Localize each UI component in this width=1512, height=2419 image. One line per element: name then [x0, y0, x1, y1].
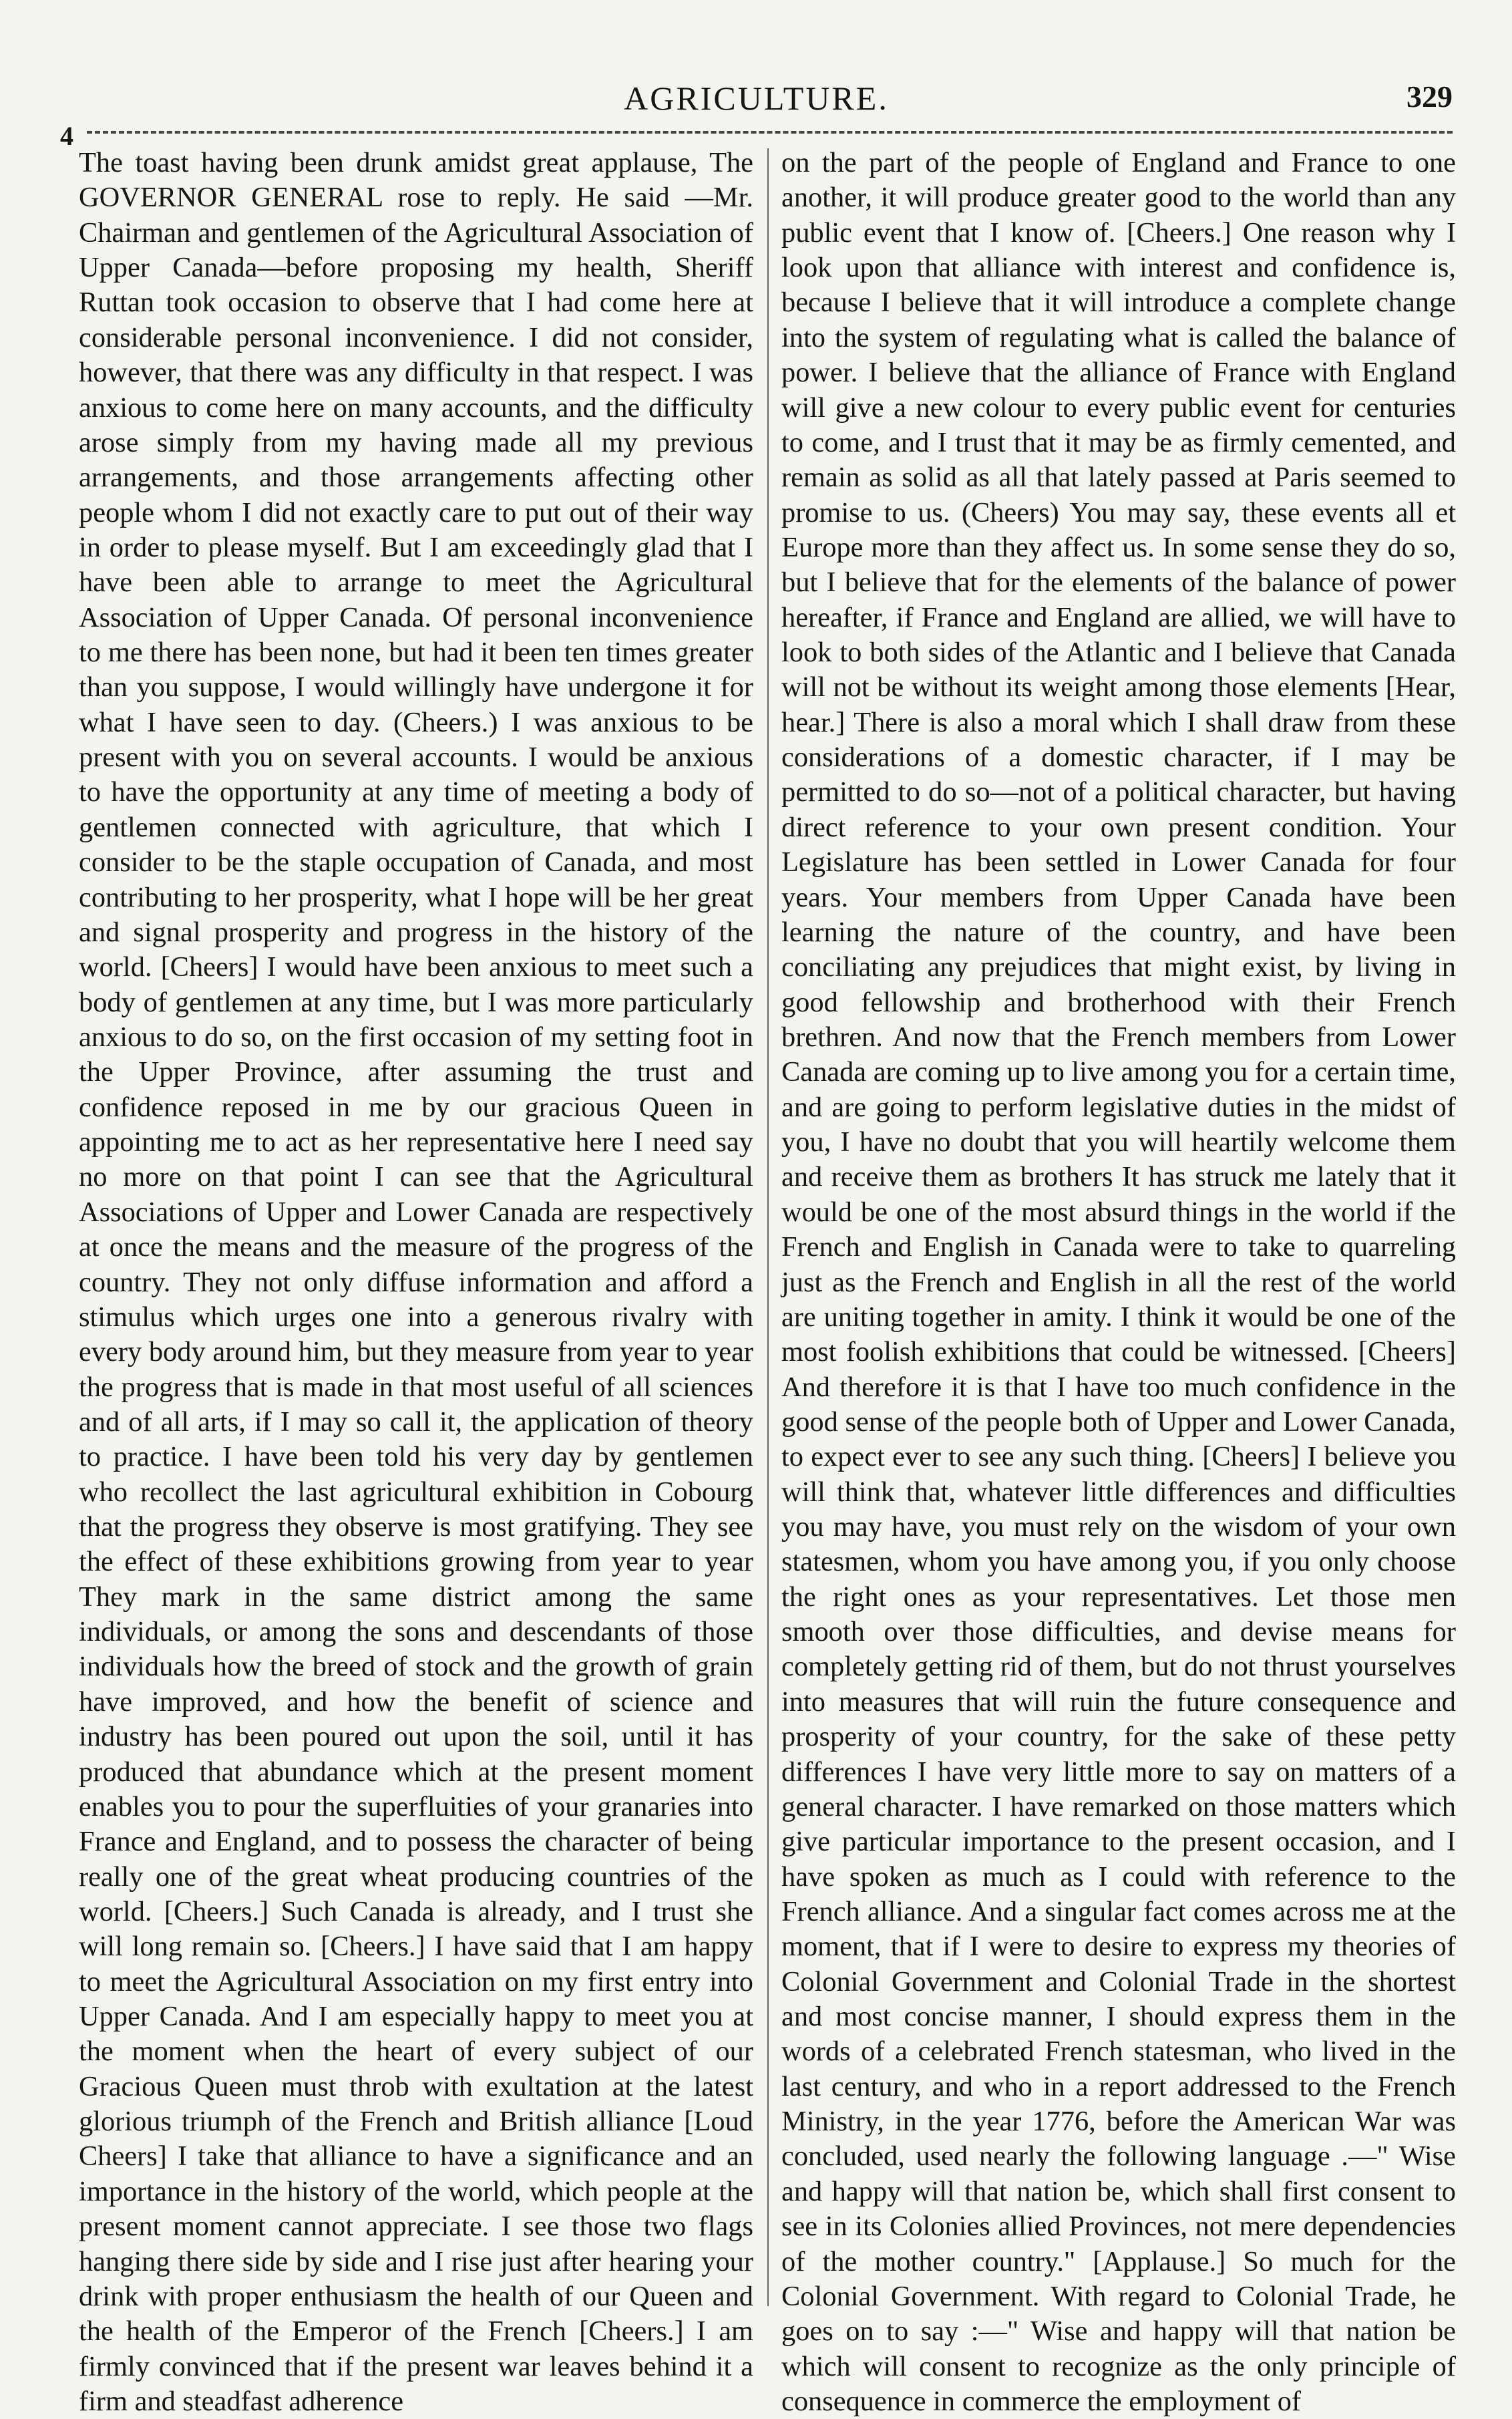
page-mark: 4: [60, 121, 73, 151]
section-title: AGRICULTURE.: [624, 79, 889, 117]
right-column-text: on the part of the people of England and France to one another, it will produce greater good to the world than any public event that I know of. [Cheers.] One reason why I look upon that alliance with interest and confidence is, because I believe that it will introduce a complete change into the system of regulating what is called the balance of power. I believe that the alliance of France with England will give a new colour to every public event for centuries to come, and I trust that it may be as firmly cemented, and remain as solid as all that lately passed at Paris seemed to promise to us. (Cheers) You may say, these events all et Europe more than they affect us. In some sense they do so, but I believe that for the elements of the balance of power hereafter, if France and England are allied, we will have to look to both sides of the Atlantic and I believe that Canada will not be without its weight among those elements [Hear, hear.] There is also a moral which I shall draw from these considerations of a domestic character, if I may be permitted to do so—not of a political character, but having direct reference to your own present condition. Your Legislature has been settled in Lower Canada for four years. Your members from Upper Canada have been learning the nature of the country, and have been conciliating any prejudices that might exist, by living in good fellowship and brotherhood with their French brethren. And now that the French members from Lower Canada are coming up to live among you for a certain time, and are going to perform legislative duties in the midst of you, I have no doubt that you will heartily welcome them and receive them as brothers It has struck me lately that it would be one of the most absurd things in the world if the French and English in Canada were to take to quarreling just as the French and English in all the rest of the world are uniting together in amity. I think it would be one of the most foolish exhibitions that could be witnessed. [Cheers] And therefore it is that I have too much confidence in the good sense of the people both of Upper and Lower Canada, to expect ever to see any such thing. [Cheers] I believe you will think that, whatever little differences and difficulties you may have, you must rely on the wisdom of your own statesmen, whom you have among you, if you only choose the right ones as your representatives. Let those men smooth over those difficulties, and devise means for completely getting rid of them, but do not thrust yourselves into measures that will ruin the future consequence and prosperity of your country, for the sake of these petty differences I have very little more to say on matters of a general character. I have remarked on those matters which give particular importance to the present occasion, and I have spoken as much as I could with reference to the French alliance. And a singular fact comes across me at the moment, that if I were to desire to express my theories of Colonial Government and Colonial Trade in the shortest and most concise manner, I should express them in the words of a celebrated French statesman, who lived in the last century, and who in a report addressed to the French Ministry, in the year 1776, before the American War was concluded, used nearly the following language .—" Wise and happy will that nation be, which shall first consent to see in its Colonies allied Provinces, not mere dependencies of the mother country." [Applause.] So much for the Colonial Government. With regard to Colonial Trade, he goes on to say :—" Wise and happy will that nation be which will consent to recognize as the only principle of consequence in commerce the employment of: [781, 147, 1456, 2417]
header-rule: [87, 131, 1453, 134]
column-divider: [767, 148, 769, 2306]
left-column: [79, 146, 753, 2417]
page-header: [60, 79, 1453, 151]
right-column: [781, 146, 1456, 2417]
page-number: 329: [1406, 79, 1453, 114]
left-column-text: The toast having been drunk amidst great applause, The GOVERNOR GENERAL rose to reply. He said —Mr. Chairman and gentlemen of the Agricultural Association of Upper Canada—before proposing my health, Sheriff Ruttan took occasion to observe that I had come here at considerable personal inconvenience. I did not consider, however, that there was any difficulty in that respect. I was anxious to come here on many accounts, and the difficulty arose simply from my having made all my previous arrangements, and those arrangements affecting other people whom I did not exactly care to put out of their way in order to please myself. But I am exceedingly glad that I have been able to arrange to meet the Agricultural Association of Upper Canada. Of personal inconvenience to me there has been none, but had it been ten times greater than you suppose, I would willingly have undergone it for what I have seen to day. (Cheers.) I was anxious to be present with you on several accounts. I would be anxious to have the opportunity at any time of meeting a body of gentlemen connected with agriculture, that which I consider to be the staple occupation of Canada, and most contributing to her prosperity, what I hope will be her great and signal prosperity and progress in the history of the world. [Cheers] I would have been anxious to meet such a body of gentlemen at any time, but I was more particularly anxious to do so, on the first occasion of my setting foot in the Upper Province, after assuming the trust and confidence reposed in me by our gracious Queen in appointing me to act as her representative here I need say no more on that point I can see that the Agricultural Associations of Upper and Lower Canada are respectively at once the means and the measure of the progress of the country. They not only diffuse information and afford a stimulus which urges one into a generous rivalry with every body around him, but they measure from year to year the progress that is made in that most useful of all sciences and of all arts, if I may so call it, the application of theory to practice. I have been told his very day by gentlemen who recollect the last agricultural exhibition in Cobourg that the progress they observe is most gratifying. They see the effect of these exhibitions growing from year to year They mark in the same district among the same individuals, or among the sons and descendants of those individuals how the breed of stock and the growth of grain have improved, and how the benefit of science and industry has been poured out upon the soil, until it has produced that abundance which at the present moment enables you to pour the superfluities of your granaries into France and England, and to possess the character of being really one of the great wheat producing countries of the world. [Cheers.] Such Canada is already, and I trust she will long remain so. [Cheers.] I have said that I am happy to meet the Agricultural Association on my first entry into Upper Canada. And I am especially happy to meet you at the moment when the heart of every subject of our Gracious Queen must throb with exultation at the latest glorious triumph of the French and British alliance [Loud Cheers] I take that alliance to have a significance and an importance in the history of the world, which people at the present moment cannot appreciate. I see those two flags hanging there side by side and I rise just after hearing your drink with proper enthusiasm the health of our Queen and the health of the Emperor of the French [Cheers.] I am firmly convinced that if the present war leaves behind it a firm and steadfast adherence: [79, 147, 753, 2417]
